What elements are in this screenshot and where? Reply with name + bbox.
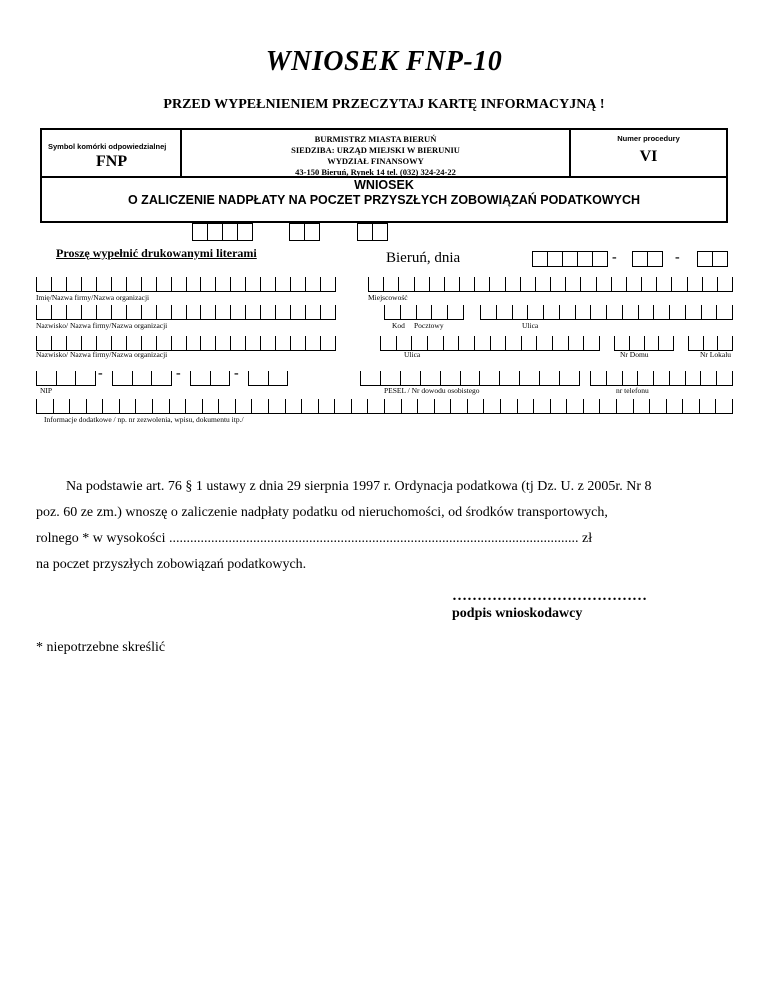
- comb-tick: [656, 277, 657, 291]
- comb-tick: [380, 336, 381, 350]
- comb-tick: [66, 305, 67, 319]
- comb-tick: [535, 277, 536, 291]
- signature-label: podpis wnioskodawcy: [452, 606, 583, 621]
- comb-tick: [505, 336, 506, 350]
- phone-field[interactable]: [590, 371, 733, 386]
- register-boxes-1[interactable]: [193, 223, 253, 241]
- comb-tick: [287, 371, 288, 385]
- comb-tick: [527, 305, 528, 319]
- comb-tick: [320, 277, 321, 291]
- comb-tick: [156, 336, 157, 350]
- date-day-boxes[interactable]: [698, 251, 728, 267]
- comb-tick: [396, 336, 397, 350]
- surname-field-2[interactable]: [36, 336, 336, 351]
- nip-dash-3: -: [234, 366, 239, 381]
- comb-tick: [732, 336, 733, 350]
- symbol-label: Symbol komórki odpowiedzialnej: [48, 142, 167, 151]
- body-line-2: poz. 60 ze zm.) wnoszę o zaliczenie nadpłaty podatku od nieruchomości, od środków transportowych,: [36, 505, 608, 520]
- comb-tick: [141, 305, 142, 319]
- comb-tick: [700, 371, 701, 385]
- pesel-label: PESEL / Nr dowodu osobistego: [384, 386, 480, 395]
- comb-tick: [51, 277, 52, 291]
- comb-tick: [229, 371, 230, 385]
- comb-tick: [301, 399, 302, 413]
- comb-tick: [96, 336, 97, 350]
- comb-tick: [51, 305, 52, 319]
- comb-tick: [81, 336, 82, 350]
- application-heading: [42, 178, 726, 208]
- comb-tick: [215, 336, 216, 350]
- comb-tick: [606, 371, 607, 385]
- application-heading-1: WNIOSEK: [354, 178, 414, 192]
- comb-tick: [305, 277, 306, 291]
- date-separator-2: -: [675, 250, 680, 265]
- office-line-4: 43-150 Bieruń, Rynek 14 tel. (032) 324-24-22: [295, 167, 456, 177]
- comb-tick: [459, 277, 460, 291]
- comb-tick: [368, 277, 369, 291]
- application-heading-2: O ZALICZENIE NADPŁATY NA POCZET PRZYSZŁYCH ZOBOWIĄZAŃ PODATKOWYCH: [127, 193, 641, 207]
- comb-tick: [171, 277, 172, 291]
- comb-tick: [653, 305, 654, 319]
- comb-tick: [360, 371, 361, 385]
- house-field[interactable]: [614, 336, 674, 351]
- comb-tick: [429, 277, 430, 291]
- nip-field-2[interactable]: [112, 371, 172, 386]
- comb-tick: [732, 277, 733, 291]
- comb-tick: [420, 371, 421, 385]
- comb-tick: [119, 399, 120, 413]
- nip-field-1[interactable]: [36, 371, 96, 386]
- nip-dash-1: -: [98, 366, 103, 381]
- comb-tick: [202, 399, 203, 413]
- comb-tick: [112, 371, 113, 385]
- comb-tick: [673, 336, 674, 350]
- comb-tick: [245, 277, 246, 291]
- comb-tick: [186, 277, 187, 291]
- comb-tick: [566, 399, 567, 413]
- body-line-4: na poczet przyszłych zobowiązań podatkowych.: [36, 557, 307, 572]
- comb-tick: [111, 336, 112, 350]
- comb-tick: [186, 336, 187, 350]
- office-line-1: BURMISTRZ MIASTA BIERUŃ: [314, 134, 437, 144]
- comb-tick: [260, 305, 261, 319]
- comb-tick: [95, 371, 96, 385]
- comb-tick: [479, 371, 480, 385]
- comb-tick: [699, 399, 700, 413]
- comb-tick: [230, 277, 231, 291]
- comb-tick: [611, 277, 612, 291]
- date-month-boxes[interactable]: [633, 251, 663, 267]
- comb-tick: [81, 277, 82, 291]
- comb-tick: [36, 305, 37, 319]
- comb-tick: [583, 399, 584, 413]
- comb-tick: [414, 277, 415, 291]
- comb-tick: [682, 399, 683, 413]
- comb-tick: [156, 305, 157, 319]
- comb-tick: [590, 305, 591, 319]
- comb-tick: [685, 371, 686, 385]
- extra-info-field[interactable]: [36, 399, 733, 414]
- comb-tick: [590, 371, 591, 385]
- comb-tick: [496, 305, 497, 319]
- comb-tick: [434, 399, 435, 413]
- comb-tick: [417, 399, 418, 413]
- nip-field-4[interactable]: [248, 371, 288, 386]
- comb-tick: [260, 336, 261, 350]
- comb-tick: [653, 371, 654, 385]
- comb-tick: [156, 277, 157, 291]
- comb-tick: [383, 277, 384, 291]
- comb-tick: [543, 305, 544, 319]
- comb-tick: [616, 399, 617, 413]
- comb-tick: [81, 305, 82, 319]
- nip-dash-2: -: [176, 366, 181, 381]
- comb-tick: [305, 305, 306, 319]
- comb-tick: [275, 277, 276, 291]
- flat-field[interactable]: [688, 336, 733, 351]
- comb-tick: [521, 336, 522, 350]
- comb-tick: [53, 399, 54, 413]
- comb-tick: [151, 371, 152, 385]
- comb-tick: [583, 336, 584, 350]
- postal-label-2: Pocztowy: [414, 321, 444, 330]
- procedure-value: VI: [639, 148, 658, 165]
- comb-tick: [606, 305, 607, 319]
- postal-field[interactable]: [384, 305, 464, 320]
- comb-tick: [169, 399, 170, 413]
- flat-label: Nr Lokalu: [700, 350, 732, 359]
- comb-tick: [716, 371, 717, 385]
- comb-tick: [629, 336, 630, 350]
- comb-tick: [102, 399, 103, 413]
- street-field[interactable]: [480, 305, 733, 320]
- comb-tick: [539, 371, 540, 385]
- comb-tick: [320, 336, 321, 350]
- comb-tick: [218, 399, 219, 413]
- comb-tick: [275, 305, 276, 319]
- comb-tick: [716, 305, 717, 319]
- comb-tick: [644, 336, 645, 350]
- comb-tick: [512, 305, 513, 319]
- comb-tick: [568, 336, 569, 350]
- comb-tick: [235, 399, 236, 413]
- comb-tick: [550, 277, 551, 291]
- comb-tick: [36, 399, 37, 413]
- comb-tick: [474, 336, 475, 350]
- comb-tick: [671, 277, 672, 291]
- comb-tick: [626, 277, 627, 291]
- comb-tick: [200, 305, 201, 319]
- comb-tick: [380, 371, 381, 385]
- comb-tick: [126, 305, 127, 319]
- comb-tick: [490, 336, 491, 350]
- comb-tick: [285, 399, 286, 413]
- comb-tick: [384, 305, 385, 319]
- comb-tick: [290, 277, 291, 291]
- comb-tick: [126, 277, 127, 291]
- comb-tick: [732, 371, 733, 385]
- comb-tick: [75, 371, 76, 385]
- comb-tick: [398, 277, 399, 291]
- comb-tick: [559, 305, 560, 319]
- office-line-2: SIEDZIBA: URZĄD MIEJSKI W BIERUNIU: [291, 145, 460, 155]
- comb-tick: [96, 277, 97, 291]
- comb-tick: [633, 399, 634, 413]
- comb-tick: [715, 399, 716, 413]
- comb-tick: [483, 399, 484, 413]
- comb-tick: [552, 336, 553, 350]
- comb-tick: [447, 305, 448, 319]
- comb-tick: [489, 277, 490, 291]
- comb-tick: [467, 399, 468, 413]
- comb-tick: [579, 371, 580, 385]
- comb-tick: [458, 336, 459, 350]
- comb-tick: [622, 305, 623, 319]
- comb-tick: [499, 371, 500, 385]
- comb-tick: [171, 371, 172, 385]
- comb-tick: [533, 399, 534, 413]
- comb-tick: [480, 305, 481, 319]
- date-year-boxes[interactable]: [533, 251, 608, 267]
- surname-label-2: Nazwisko/ Nazwa firmy/Nazwa organizacji: [36, 350, 168, 359]
- comb-tick: [732, 305, 733, 319]
- comb-tick: [431, 305, 432, 319]
- comb-tick: [230, 336, 231, 350]
- comb-tick: [614, 336, 615, 350]
- comb-tick: [126, 336, 127, 350]
- comb-tick: [251, 399, 252, 413]
- surname-field[interactable]: [36, 305, 336, 320]
- register-boxes-2[interactable]: [290, 223, 320, 241]
- comb-tick: [580, 277, 581, 291]
- comb-tick: [185, 399, 186, 413]
- comb-tick: [111, 305, 112, 319]
- comb-tick: [599, 336, 600, 350]
- comb-tick: [275, 336, 276, 350]
- comb-tick: [622, 371, 623, 385]
- comb-tick: [245, 305, 246, 319]
- comb-tick: [440, 371, 441, 385]
- comb-tick: [334, 399, 335, 413]
- comb-tick: [111, 277, 112, 291]
- date-separator-1: -: [612, 250, 617, 265]
- comb-tick: [559, 371, 560, 385]
- comb-tick: [703, 336, 704, 350]
- comb-tick: [141, 336, 142, 350]
- comb-tick: [463, 305, 464, 319]
- house-label: Nr Domu: [620, 350, 649, 359]
- comb-tick: [69, 399, 70, 413]
- street-label: Ulica: [522, 321, 539, 330]
- comb-tick: [474, 277, 475, 291]
- form-subtitle: PRZED WYPEŁNIENIEM PRZECZYTAJ KARTĘ INFORMACYJNĄ !: [163, 97, 605, 112]
- comb-tick: [450, 399, 451, 413]
- comb-tick: [536, 336, 537, 350]
- comb-tick: [135, 399, 136, 413]
- comb-tick: [649, 399, 650, 413]
- comb-tick: [200, 336, 201, 350]
- comb-tick: [400, 305, 401, 319]
- comb-tick: [215, 277, 216, 291]
- comb-tick: [685, 305, 686, 319]
- comb-tick: [427, 336, 428, 350]
- body-line-1: Na podstawie art. 76 § 1 ustawy z dnia 29 sierpnia 1997 r. Ordynacja podatkowa (tj Dz. U. z 2005r. Nr 8: [66, 479, 652, 494]
- comb-tick: [400, 371, 401, 385]
- comb-tick: [190, 371, 191, 385]
- comb-tick: [520, 277, 521, 291]
- comb-tick: [171, 336, 172, 350]
- city-field[interactable]: [368, 277, 733, 292]
- comb-tick: [290, 336, 291, 350]
- comb-tick: [637, 371, 638, 385]
- form-title: WNIOSEK FNP-10: [265, 46, 503, 77]
- comb-tick: [320, 305, 321, 319]
- comb-tick: [687, 277, 688, 291]
- comb-tick: [666, 399, 667, 413]
- comb-tick: [96, 305, 97, 319]
- comb-tick: [411, 336, 412, 350]
- comb-tick: [318, 399, 319, 413]
- comb-tick: [384, 399, 385, 413]
- header-box: [40, 128, 728, 223]
- comb-tick: [290, 305, 291, 319]
- name-label: Imię/Nazwa firmy/Nazwa organizacji: [36, 293, 150, 302]
- comb-tick: [596, 277, 597, 291]
- comb-tick: [152, 399, 153, 413]
- comb-tick: [51, 336, 52, 350]
- comb-tick: [669, 305, 670, 319]
- postal-label: Kod: [392, 321, 405, 330]
- nip-label: NIP: [40, 386, 53, 395]
- comb-tick: [732, 399, 733, 413]
- name-field[interactable]: [36, 277, 336, 292]
- comb-tick: [351, 399, 352, 413]
- surname-label: Nazwisko/ Nazwa firmy/Nazwa organizacji: [36, 321, 168, 330]
- comb-tick: [702, 277, 703, 291]
- comb-tick: [305, 336, 306, 350]
- comb-tick: [245, 336, 246, 350]
- signature-line: …………………………………: [452, 588, 647, 604]
- comb-tick: [443, 336, 444, 350]
- office-cell: [182, 130, 569, 176]
- comb-tick: [36, 336, 37, 350]
- comb-tick: [669, 371, 670, 385]
- street-field-2[interactable]: [380, 336, 600, 351]
- comb-tick: [599, 399, 600, 413]
- body-line-3: rolnego * w wysokości ..................................................................................................................... zł: [36, 531, 593, 546]
- comb-tick: [550, 399, 551, 413]
- phone-label: nr telefonu: [616, 386, 649, 395]
- comb-tick: [268, 371, 269, 385]
- comb-tick: [641, 277, 642, 291]
- city-label: Miejscowość: [368, 293, 408, 302]
- footnote: * niepotrzebne skreślić: [36, 640, 166, 655]
- nip-field-3[interactable]: [190, 371, 230, 386]
- comb-tick: [416, 305, 417, 319]
- comb-tick: [86, 399, 87, 413]
- street-label-2: Ulica: [404, 350, 421, 359]
- instructions: Proszę wypełnić drukowanymi literami: [56, 246, 257, 260]
- comb-tick: [505, 277, 506, 291]
- comb-tick: [230, 305, 231, 319]
- comb-tick: [460, 371, 461, 385]
- comb-tick: [210, 371, 211, 385]
- comb-tick: [200, 277, 201, 291]
- comb-tick: [335, 277, 336, 291]
- comb-tick: [335, 336, 336, 350]
- procedure-label: Numer procedury: [617, 134, 680, 143]
- comb-tick: [36, 277, 37, 291]
- comb-tick: [248, 371, 249, 385]
- procedure-cell: [569, 130, 726, 176]
- comb-tick: [132, 371, 133, 385]
- comb-tick: [638, 305, 639, 319]
- symbol-value: FNP: [96, 153, 128, 170]
- comb-tick: [717, 277, 718, 291]
- comb-tick: [688, 336, 689, 350]
- symbol-cell: [42, 130, 182, 176]
- comb-tick: [335, 305, 336, 319]
- comb-tick: [260, 277, 261, 291]
- comb-tick: [367, 399, 368, 413]
- pesel-field[interactable]: [360, 371, 580, 386]
- comb-tick: [401, 399, 402, 413]
- comb-tick: [56, 371, 57, 385]
- comb-tick: [658, 336, 659, 350]
- comb-tick: [36, 371, 37, 385]
- comb-tick: [268, 399, 269, 413]
- comb-tick: [500, 399, 501, 413]
- comb-tick: [66, 336, 67, 350]
- comb-tick: [171, 305, 172, 319]
- office-line-3: WYDZIAŁ FINANSOWY: [327, 156, 424, 166]
- comb-tick: [141, 277, 142, 291]
- comb-tick: [575, 305, 576, 319]
- comb-tick: [66, 277, 67, 291]
- comb-tick: [186, 305, 187, 319]
- comb-tick: [215, 305, 216, 319]
- comb-tick: [717, 336, 718, 350]
- extra-info-label: Informacje dodatkowe / np. nr zezwolenia, wpisu, dokumentu itp./: [44, 415, 244, 424]
- comb-tick: [517, 399, 518, 413]
- comb-tick: [701, 305, 702, 319]
- comb-tick: [519, 371, 520, 385]
- date-prefix: Bieruń, dnia: [386, 250, 461, 266]
- comb-tick: [444, 277, 445, 291]
- register-boxes-3[interactable]: [358, 223, 388, 241]
- comb-tick: [565, 277, 566, 291]
